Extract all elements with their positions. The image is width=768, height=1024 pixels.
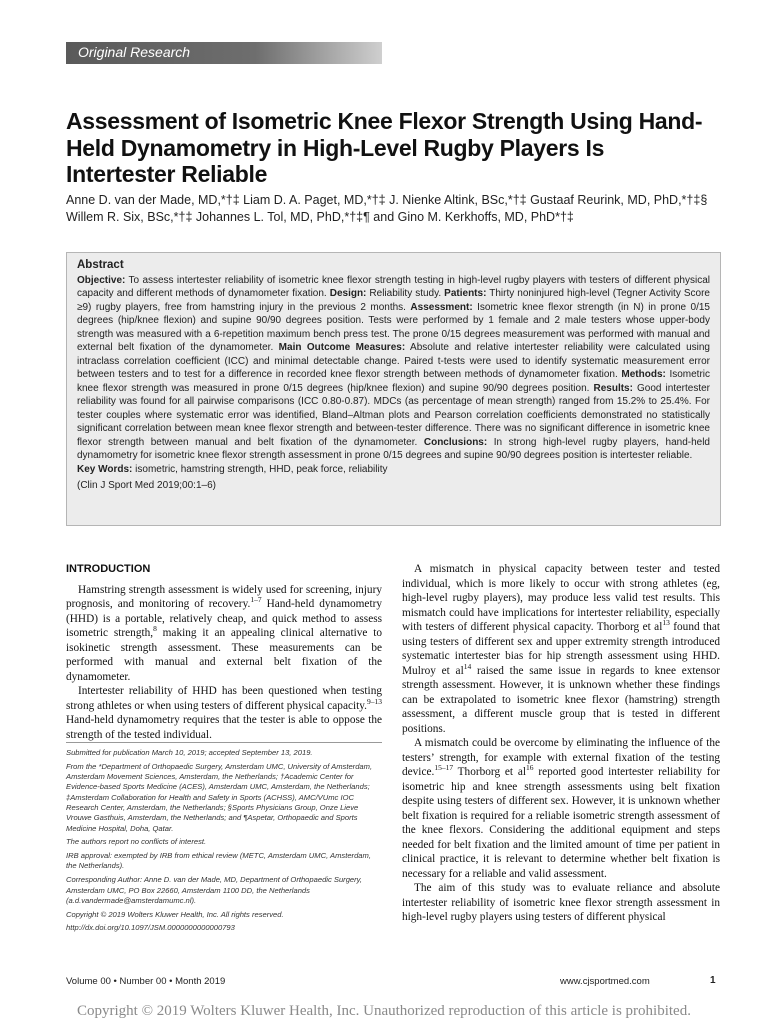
doi-link[interactable]: http://dx.doi.org/10.1097/JSM.0000000000000793 xyxy=(66,923,235,933)
design-text: Reliability study. xyxy=(366,288,445,299)
assessment-text: Isometric knee flexor strength (in N) in prone 0/15 degrees (hip/knee flexion) and supine 90/90 degrees position. Tests were performed by 1 female and 2 male testers whose upper-body strength was measured with a 6-repetition maximum bench press test. The prone 0/15 degrees measurement was performed with manual and external belt fixation of the dynamometer. xyxy=(77,301,710,353)
keywords-label: Key Words: xyxy=(77,463,133,475)
author-list: Anne D. van der Made, MD,*†‡ Liam D. A. Paget, MD,*†‡ J. Nienke Altink, BSc,*†‡ Gustaaf Reurink, MD, PhD,*†‡§ Willem R. Six, BSc,*†‡ Johannes L. Tol, MD, PhD,*†‡¶ and Gino M. Kerkhoffs, MD, PhD*†‡ xyxy=(66,193,708,224)
patients-text: Thirty noninjured high-level (Tegner Activity Score ≥9) rugby players, free from hamstring injury in the previous 2 months. xyxy=(77,288,710,313)
paragraph: A mismatch could be overcome by eliminating the influence of the testers’ strength, for example with external fixation of the testing device.$^{15-17}$ Thorborg et $al^{16}$ reported good intertester reliability for isometric hip and knee strength assessments using belt fixation despite using testers of different sex. However, it is unknown whether belt fixation is required for a reliable isometric strength assessment of the knee flexors. Considering the additional equipment and steps needed for belt fixation and the limited amount of time per patient in clinical practice, it is relevant to determine whether belt fixation is necessary for a reliable and valid assessment. xyxy=(402,737,721,880)
section-label: Original Research xyxy=(78,44,191,60)
journal-citation: (Clin J Sport Med 2019;00:1–6) xyxy=(77,480,216,491)
copyright-banner: Copyright © 2019 Wolters Kluwer Health, Inc. Unauthorized reproduction of this article is prohibited. xyxy=(77,1003,691,1019)
objective-label: Objective: xyxy=(77,274,126,286)
page-number: 1 xyxy=(710,975,716,986)
assessment-label: Assessment: xyxy=(410,301,473,313)
copyright-note: Copyright © 2019 Wolters Kluwer Health, Inc. All rights reserved. xyxy=(66,909,284,919)
issue-info: Volume 00 • Number 00 • Month 2019 xyxy=(66,976,226,987)
conflicts-note: The authors report no conflicts of interest. xyxy=(66,837,207,847)
patients-label: Patients: xyxy=(444,288,487,299)
article-title: Assessment of Isometric Knee Flexor Strength Using Hand-Held Dynamometry in High-Level Rugby Players Is Intertester Reliable xyxy=(66,108,703,187)
section-heading: INTRODUCTION xyxy=(66,563,151,575)
paragraph: Intertester reliability of HHD has been questioned when testing strong athletes or when using testers of different physical capacity.$^{9-13}$ Hand-held dynamometry requires that the tester is able to oppose the strength of the tested individual. xyxy=(66,685,382,741)
abstract-body xyxy=(77,274,710,463)
keywords xyxy=(77,463,710,477)
column-left xyxy=(66,562,382,742)
outcome-text: Absolute and relative intertester reliability were calculated using intraclass correlation coefficient (ICC) and minimal detectable change. Paired t-tests were used to identify systematic measurement error between testers and to test for a difference in recorded knee flexor strength between methods of dynamometer fixation. xyxy=(77,342,710,380)
methods-label: Methods: xyxy=(621,369,666,380)
submission-note: Submitted for publication March 10, 2019; accepted September 13, 2019. xyxy=(66,748,313,757)
outcome-label: Main Outcome Measures: xyxy=(278,342,406,353)
corresponding-author-note: Corresponding Author: Anne D. van der Made, MD, Department of Orthopaedic Surgery, Amsterdam UMC, PO Box 22660, Amsterdam 1100 DD, the Netherlands (a.d.vandermade@amsterdamumc.nl). xyxy=(66,875,363,905)
abstract-box xyxy=(66,252,721,526)
keywords-text: isometric, hamstring strength, HHD, peak force, reliability xyxy=(132,463,388,475)
methods-text: Isometric knee flexor strength was measured in prone 0/15 degrees (hip/knee flexion) and supine 90/90 degrees position. xyxy=(77,369,711,394)
results-label: Results: xyxy=(593,382,633,394)
objective-text: To assess intertester reliability of isometric knee flexor strength testing in high-level rugby players with testers of different physical capacity and different methods of dynamometer fixation. xyxy=(77,274,710,299)
journal-website[interactable]: www.cjsportmed.com xyxy=(560,976,650,987)
paragraph: A mismatch in physical capacity between tester and tested individual, which is more likely to occur with strong athletes (eg, high-level rugby players), may produce less valid test results. This mismatch could have implications for intertester reliability, especially with testers of different physical capacity. Thorborg et $al^{13}$ found that using testers of different sex and upper extremity strength introduced systematic intertester bias for hip strength assessment using HHD. Mulroy et $al^{14}$ raised the same issue in regards to knee extensor strength assessment. However, it is unknown whether these findings can be extrapolated to isometric knee flexor (hamstring) strength assessment, a different muscle group that is tested in different positions. xyxy=(402,563,720,735)
paragraph: Hamstring strength assessment is widely used for screening, injury prognosis, and monitoring of recovery.$^{1-7}$ Hand-held dynamometry (HHD) is a portable, relatively cheap, and quick method to assess isometric strength,$^8$ making it an appealing clinical alternative to isokinetic strength assessment. These measurements can be performed with manual and external belt fixation of the dynamometer. xyxy=(66,583,382,683)
column-right xyxy=(402,562,720,925)
conclusions-text: In strong high-level rugby players, hand-held dynamometry for isometric knee flexor strength assessment in prone 0/15 degrees and supine 90/90 degrees position is intertester reliable. xyxy=(77,436,710,461)
abstract-heading: Abstract xyxy=(77,259,124,271)
paragraph: The aim of this study was to evaluate reliance and absolute intertester reliability of isometric knee flexor strength assessment in high-level rugby players using testers of different physical xyxy=(402,882,720,923)
results-text: Good intertester reliability was found for all pairwise comparisons (ICC 0.80-0.87). MDCs (as percentage of mean strength) ranged from 15.2% to 25.4%. For tester couples where systematic error was identified, Bland–Altman plots and Pearson correlation coefficients demonstrated no statistically significant correlation between mean knee flexor strength and between-tester difference. There was no significant difference in isometric knee flexor strength between manual and belt fixation of the dynamometer. xyxy=(77,382,710,448)
design-label: Design: xyxy=(329,288,367,299)
footnote-divider xyxy=(66,742,382,743)
section-banner xyxy=(66,42,382,64)
irb-note: IRB approval: exempted by IRB from ethical review (METC, Amsterdam UMC, Amsterdam, the Netherlands). xyxy=(66,851,371,871)
affiliations-note: From the *Department of Orthopaedic Surgery, Amsterdam UMC, University of Amsterdam, Amsterdam Movement Sciences, Amsterdam, the Netherlands; †Academic Center for Evidence-based Sports Medicine (ACES), Amsterdam UMC, Amsterdam, the Netherlands; ‡Amsterdam Collaboration for Health and Safety in Sports (ACHSS), AMC/VUmc IOC Research Center, Amsterdam, the Netherlands; §Sports Physicians Group, Onze Lieve Vrouwe Gasthuis, Amsterdam, the Netherlands; and ¶Aspetar, Orthopaedic and Sports Medicine Hospital, Doha, Qatar. xyxy=(66,761,373,833)
conclusions-label: Conclusions: xyxy=(423,436,488,448)
footnotes xyxy=(66,748,382,937)
